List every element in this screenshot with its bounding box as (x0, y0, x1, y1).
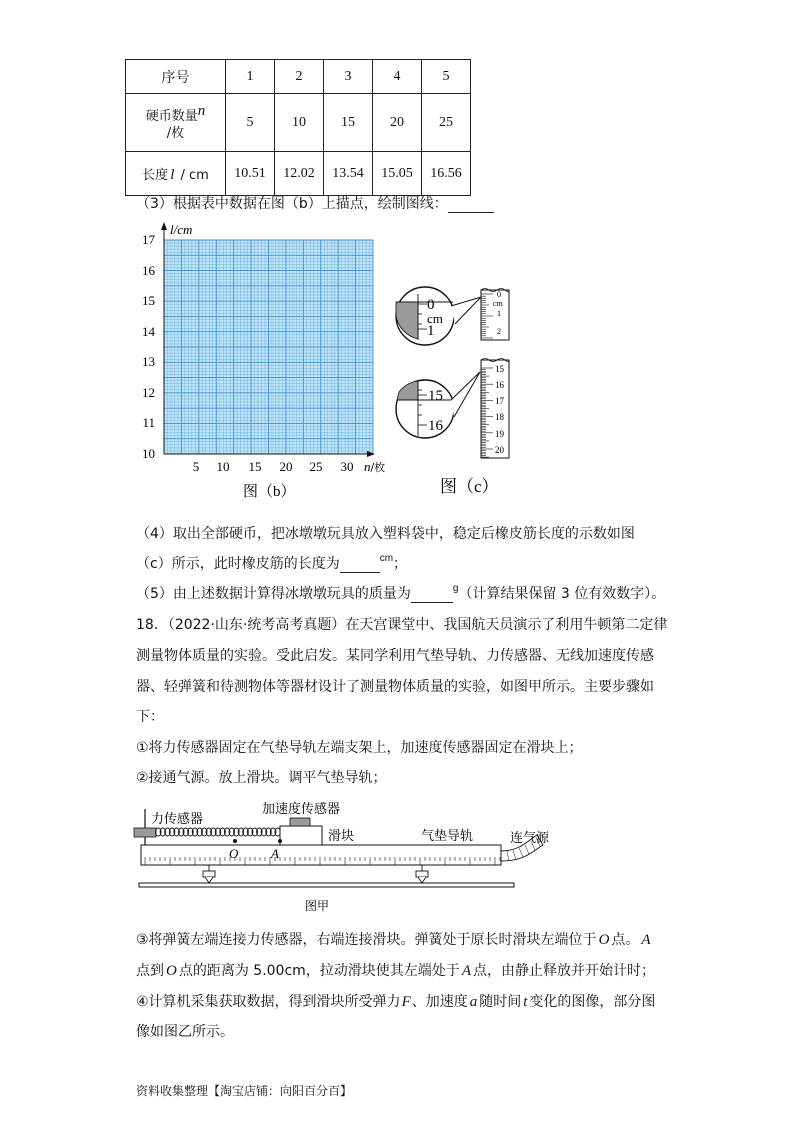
caption-b: 图（b） (243, 484, 296, 500)
y-tick-label: 12 (142, 385, 155, 400)
question-18-line1: 18．（2022·山东·统考高考真题）在天宫课堂中、我国航天员演示了利用牛顿第二定律 (136, 617, 668, 633)
ruler-label: 1 (497, 309, 501, 318)
y-tick-label: 13 (142, 354, 155, 369)
label-acceleration-sensor: 加速度传感器 (262, 801, 341, 816)
x-tick-label: 30 (340, 459, 354, 474)
header-cell: 2 (275, 60, 324, 94)
y-tick-label: 16 (142, 263, 155, 278)
step-3-line1: ③将弹簧左端连接力传感器，右端连接滑块。弹簧处于原长时滑块左端位于 O 点。 A (136, 932, 651, 948)
point-o-dot (233, 839, 237, 843)
question-18-line3: 器、轻弹簧和待测物体等器材设计了测量物体质量的实验，如图甲所示。主要步骤如 (136, 679, 654, 695)
ruler-label: cm (493, 299, 503, 308)
header-cell: 序号 (126, 60, 226, 94)
caption-jia: 图甲 (305, 899, 330, 913)
spring (156, 828, 281, 836)
coins-label-cell: 硬币数量n /枚 (126, 94, 226, 152)
ruler-label: 0 (497, 290, 501, 299)
point-a-dot (278, 839, 282, 843)
ruler-top (481, 290, 509, 340)
circle-label: 1 (427, 323, 435, 339)
label-air-source: 连气源 (510, 830, 550, 845)
y-tick-label: 14 (142, 324, 155, 339)
data-table (125, 59, 471, 196)
label-force-sensor: 力传感器 (151, 811, 204, 826)
y-tick-label: 10 (142, 446, 155, 461)
circle-label: 16 (428, 418, 443, 434)
label-slider: 滑块 (328, 828, 355, 843)
question-4-line2: （c）所示，此时橡皮筋的长度为 $^{cm}$； (136, 553, 408, 572)
circle-label: 15 (428, 388, 443, 404)
x-tick-label: 15 (248, 459, 262, 474)
marker-shade-bottom (397, 381, 418, 400)
y-tick-label: 17 (142, 232, 155, 247)
x-tick-label: 20 (279, 459, 293, 474)
step-2: ②接通气源。放上滑块。调平气垫导轨； (136, 770, 387, 786)
step-1: ①将力传感器固定在气垫导轨左端支架上，加速度传感器固定在滑块上； (136, 740, 583, 756)
var-l: l (170, 166, 175, 183)
header-cell: 3 (324, 60, 373, 94)
coins-cell: 10 (275, 94, 324, 152)
y-axis-arrow (161, 222, 167, 230)
footer-text: 资料收集整理【淘宝店铺：向阳百分百】 (136, 1084, 353, 1098)
figure-jia (125, 795, 565, 915)
force-sensor (134, 828, 156, 837)
caption-c: 图（c） (440, 477, 499, 496)
y-axis-label: l/cm (170, 222, 193, 237)
ruler-label: 20 (495, 445, 504, 455)
slider-block (280, 826, 322, 845)
var-n: n (197, 103, 206, 119)
length-cell: 13.54 (324, 152, 373, 196)
header-cell: 1 (226, 60, 275, 94)
callout-pointer-bottom (451, 372, 480, 417)
question-4-line1: （4）取出全部硬币，把冰墩墩玩具放入塑料袋中，稳定后橡皮筋长度的示数如图 (136, 526, 635, 542)
answer-blank[interactable] (448, 198, 494, 213)
point-o-label: O (229, 846, 239, 861)
x-tick-label: 5 (192, 459, 200, 474)
length-label-cell: 长度 l / cm (126, 152, 226, 196)
x-axis-label: n/枚 (364, 459, 386, 474)
step-4-line1: ④计算机采集获取数据，得到滑块所受弹力F、加速度 a 随时间 t 变化的图像，部分图 (136, 994, 656, 1010)
point-a-label: A (271, 846, 279, 861)
length-cell: 15.05 (373, 152, 422, 196)
question-18-line2: 测量物体质量的实验。受此启发。某同学利用气垫导轨、力传感器、无线加速度传感 (136, 648, 654, 664)
coins-cell: 15 (324, 94, 373, 152)
length-cell: 10.51 (226, 152, 275, 196)
answer-blank[interactable] (340, 558, 380, 573)
track-supports (203, 865, 428, 883)
acceleration-sensor (290, 818, 310, 826)
ruler-label: 2 (497, 327, 501, 336)
x-tick-label: 25 (309, 459, 323, 474)
circle-label: 0 (427, 297, 435, 313)
marker-shade-top (396, 302, 418, 339)
circle-label: cm (427, 311, 443, 326)
header-cell: 4 (373, 60, 422, 94)
label-track: 气垫导轨 (421, 828, 474, 843)
x-tick-label: 10 (216, 459, 230, 474)
ruler-label: 15 (495, 364, 504, 374)
figure-c (385, 282, 525, 502)
ruler-label: 17 (495, 396, 504, 406)
ruler-label: 18 (495, 412, 504, 422)
callout-pointer-top (451, 297, 481, 324)
length-cell: 12.02 (275, 152, 324, 196)
question-5: （5）由上述数据计算得冰墩墩玩具的质量为 $^g$（计算结果保留 3 位有效数字）。 (136, 583, 666, 602)
step-4-line2: 像如图乙所示。 (136, 1024, 234, 1040)
coins-cell: 20 (373, 94, 422, 152)
ruler-label: 19 (495, 429, 504, 439)
coins-cell: 5 (226, 94, 275, 152)
y-tick-label: 11 (142, 415, 155, 430)
base-table (139, 883, 514, 887)
answer-blank[interactable] (411, 588, 453, 603)
step-3-line2: 点到 O 点的距离为 5.00cm，拉动滑块使其左端处于 A 点，由静止释放并开始计时； (136, 963, 655, 979)
header-cell: 5 (422, 60, 471, 94)
length-cell: 16.56 (422, 152, 471, 196)
ruler-label: 16 (495, 380, 504, 390)
graph-b (125, 220, 395, 505)
question-3: （3）根据表中数据在图（b）上描点，绘制图线： (136, 193, 494, 213)
question-18-line4: 下： (136, 709, 164, 725)
coins-cell: 25 (422, 94, 471, 152)
y-tick-label: 15 (142, 293, 155, 308)
